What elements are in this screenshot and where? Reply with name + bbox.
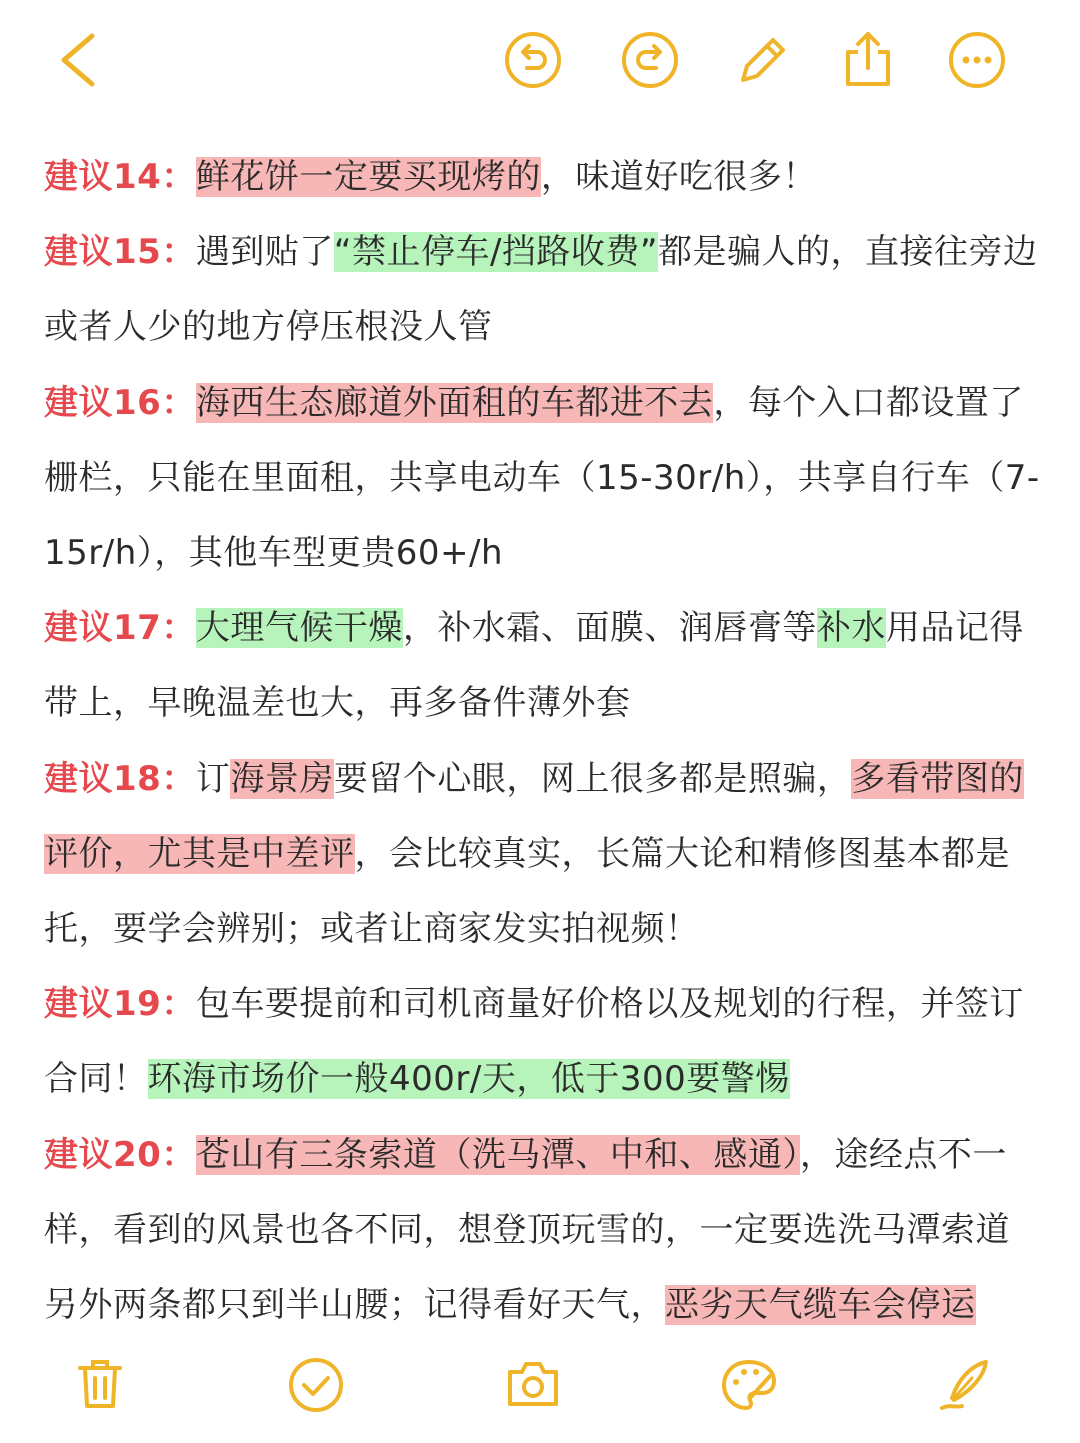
tip-paragraph (44, 140, 1044, 215)
tip-paragraph (44, 215, 1044, 365)
highlight-red-text: 海景房 (230, 758, 334, 799)
tip-paragraph (44, 967, 1044, 1117)
tip-text: 包车要提前和司机商量好价格以及规划的行程，并签订合同！ (44, 984, 1024, 1100)
tip-paragraph (44, 366, 1044, 592)
tip-paragraph (44, 1118, 1044, 1344)
palette-button[interactable] (720, 1358, 778, 1412)
tip-label: 建议18： (44, 758, 196, 799)
tip-text: 要留个心眼，网上很多都是照骗， (333, 758, 852, 799)
handwriting-button[interactable] (938, 1358, 992, 1412)
highlight-red-text: 鲜花饼一定要买现烤的 (195, 157, 541, 197)
note-body[interactable] (44, 140, 1044, 1343)
more-icon (947, 30, 1007, 90)
share-button[interactable] (840, 28, 896, 90)
highlight-green-text: 环海市场价一般400r/天，低于300要警惕 (147, 1059, 790, 1100)
tip-text: 订 (195, 758, 231, 799)
tip-text: ，每个入口都设置了栅栏，只能在里面租，共享电动车（15-30r/h），共享自行车（7-15r/h），其他车型更贵60+/h (44, 382, 1040, 574)
palette-icon (720, 1358, 778, 1412)
tip-text: 用品记得带上，早晚温差也大，再多备件薄外套 (44, 608, 1024, 724)
share-icon (840, 28, 896, 90)
tip-text: ，途经点不一样，看到的风景也各不同，想登顶玩雪的，一定要选洗马潭索道另外两条都只到半山腰；记得看好天气， (44, 1134, 1010, 1326)
tip-paragraph (44, 742, 1044, 968)
tip-text: 都是骗人的，直接往旁边或者人少的地方停压根没人管 (44, 232, 1038, 348)
more-button[interactable] (947, 30, 1007, 90)
bottom-toolbar (0, 1340, 1080, 1443)
undo-icon (503, 30, 563, 90)
trash-icon (76, 1358, 124, 1410)
tip-label: 建议14： (44, 157, 196, 197)
chevron-left-icon (56, 32, 100, 88)
pencil-icon (733, 30, 793, 90)
tip-text: ，会比较真实，长篇大论和精修图基本都是托，要学会辨别；或者让商家发实拍视频！ (44, 833, 1010, 950)
tip-label: 建议15： (44, 232, 196, 273)
tip-text: ，味道好吃很多！ (540, 157, 817, 197)
tip-label: 建议20： (44, 1134, 196, 1175)
highlight-red-text: 多看带图的评价，尤其是中差评 (44, 758, 1024, 874)
checklist-button[interactable] (287, 1356, 345, 1414)
check-circle-icon (287, 1356, 345, 1414)
highlight-green-text: 大理气候干燥 (195, 608, 403, 649)
pen-icon (938, 1358, 992, 1412)
tip-label: 建议17： (44, 608, 196, 649)
highlight-green-text: 补水 (816, 608, 886, 649)
top-toolbar (0, 0, 1080, 120)
tip-text: 遇到贴了 (195, 232, 334, 273)
tip-label: 建议19： (44, 984, 196, 1025)
tip-label: 建议16： (44, 382, 196, 423)
edit-button[interactable] (733, 30, 793, 90)
redo-icon (620, 30, 680, 90)
redo-button[interactable] (620, 30, 680, 90)
camera-icon (506, 1358, 560, 1408)
back-button[interactable] (56, 32, 100, 88)
undo-button[interactable] (503, 30, 563, 90)
highlight-green-text: “禁止停车/挡路收费” (333, 232, 659, 273)
highlight-red-text: 苍山有三条索道（洗马潭、中和、感通） (195, 1134, 800, 1175)
highlight-red-text: 恶劣天气缆车会停运 (665, 1285, 976, 1326)
highlight-red-text: 海西生态廊道外面租的车都进不去 (195, 382, 714, 423)
tip-paragraph (44, 591, 1044, 741)
camera-button[interactable] (506, 1358, 560, 1408)
tip-text: ，补水霜、面膜、润唇膏等 (402, 608, 817, 649)
delete-button[interactable] (76, 1358, 124, 1410)
